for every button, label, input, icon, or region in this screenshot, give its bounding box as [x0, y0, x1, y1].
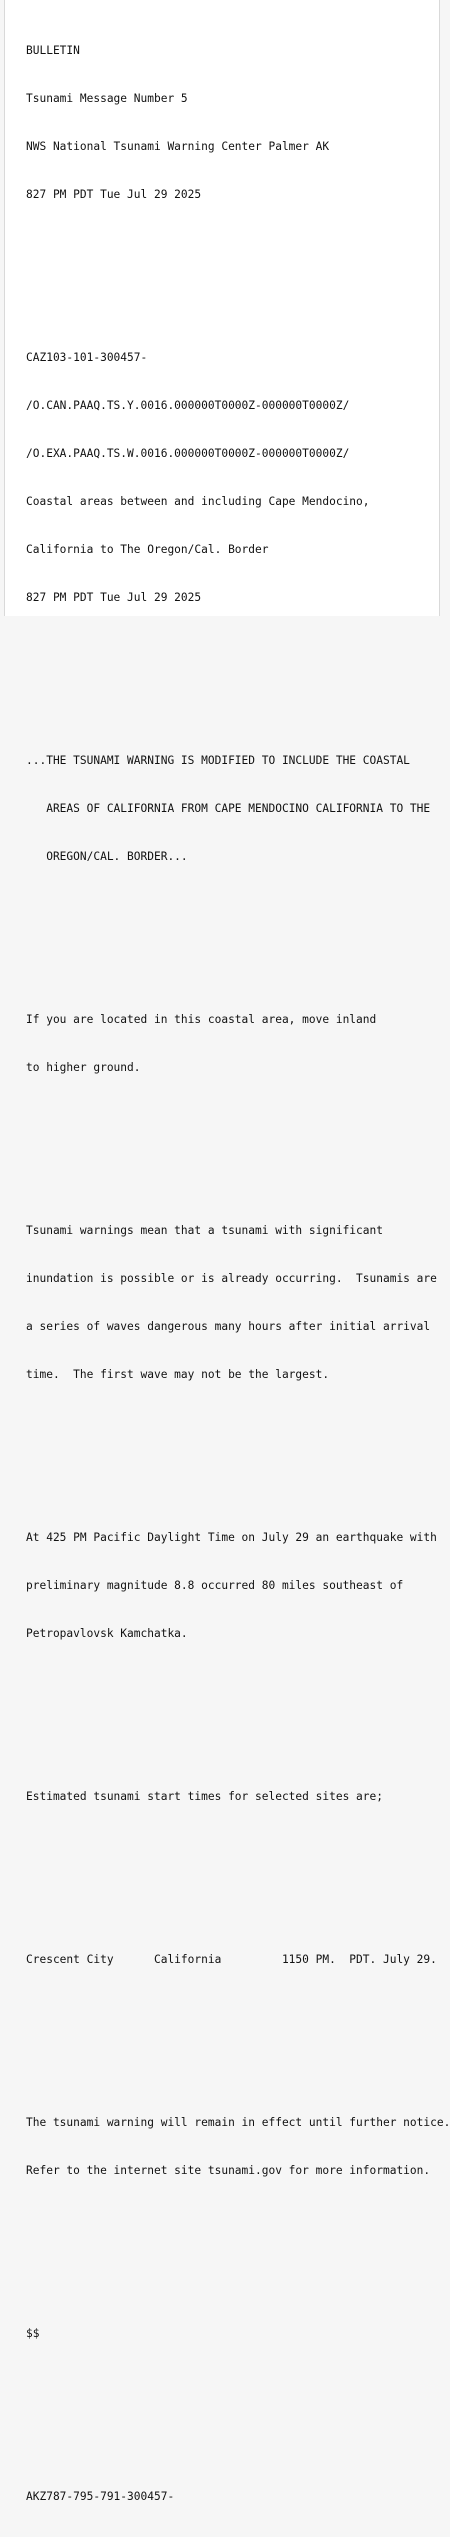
spacer — [26, 1901, 436, 1904]
bulletin-text — [26, 11, 450, 2537]
message-number: Tsunami Message Number 5 — [26, 92, 188, 105]
area-description: Coastal areas between and including Cape Mendocino, — [26, 495, 370, 508]
spacer — [26, 251, 436, 267]
warning-info-paragraph: time. The first wave may not be the largest. — [26, 1368, 330, 1381]
zone-code: CAZ103-101-300457- — [26, 351, 148, 364]
headline: ...THE TSUNAMI WARNING IS MODIFIED TO INCLUDE THE COASTAL — [26, 754, 410, 767]
bulletin-title: BULLETIN — [26, 44, 80, 57]
earthquake-paragraph: At 425 PM Pacific Daylight Time on July 29 an earthquake with — [26, 1531, 437, 1544]
effect-paragraph: The tsunami warning will remain in effect until further notice. — [26, 2116, 450, 2129]
spacer — [26, 299, 436, 302]
spacer — [26, 1738, 436, 1741]
spacer — [26, 1172, 436, 1175]
spacer — [26, 2064, 436, 2067]
end-marker: $$ — [26, 2327, 40, 2340]
area-description: California to The Oregon/Cal. Border — [26, 543, 269, 556]
spacer — [26, 1431, 436, 1447]
spacer — [26, 2016, 436, 2032]
spacer — [26, 1690, 436, 1706]
start-times-intro: Estimated tsunami start times for selected sites are; — [26, 1790, 383, 1803]
spacer — [26, 961, 436, 964]
start-time-row: Crescent City California 1150 PM. PDT. July 29. — [26, 1953, 437, 1966]
spacer — [26, 1124, 436, 1140]
spacer — [26, 1479, 436, 1482]
vtec-line-cancel: /O.CAN.PAAQ.TS.Y.0016.000000T0000Z-000000T0000Z/ — [26, 399, 350, 412]
spacer — [26, 1853, 436, 1869]
effect-paragraph: Refer to the internet site tsunami.gov for more information. — [26, 2164, 431, 2177]
spacer — [26, 913, 436, 929]
issuing-office: NWS National Tsunami Warning Center Palmer AK — [26, 140, 330, 153]
spacer — [26, 2438, 436, 2441]
spacer — [26, 2227, 436, 2243]
headline: OREGON/CAL. BORDER... — [26, 850, 188, 863]
vtec-line-expand: /O.EXA.PAAQ.TS.W.0016.000000T0000Z-000000T0000Z/ — [26, 447, 350, 460]
issue-time: 827 PM PDT Tue Jul 29 2025 — [26, 188, 202, 201]
warning-info-paragraph: inundation is possible or is already occurring. Tsunamis are — [26, 1272, 437, 1285]
action-paragraph: If you are located in this coastal area, move inland — [26, 1013, 377, 1026]
spacer — [26, 2275, 436, 2278]
earthquake-paragraph: preliminary magnitude 8.8 occurred 80 miles southeast of — [26, 1579, 404, 1592]
document-viewer — [4, 0, 450, 2503]
spacer — [26, 702, 436, 705]
warning-info-paragraph: a series of waves dangerous many hours after initial arrival — [26, 1320, 431, 1333]
next-zone-code: AKZ787-795-791-300457- — [26, 2490, 175, 2503]
headline: AREAS OF CALIFORNIA FROM CAPE MENDOCINO CALIFORNIA TO THE — [26, 802, 431, 815]
earthquake-paragraph: Petropavlovsk Kamchatka. — [26, 1627, 188, 1640]
spacer — [26, 654, 436, 670]
zone-issue-time: 827 PM PDT Tue Jul 29 2025 — [26, 591, 202, 604]
warning-info-paragraph: Tsunami warnings mean that a tsunami with significant — [26, 1224, 383, 1237]
spacer — [26, 2390, 436, 2406]
action-paragraph: to higher ground. — [26, 1061, 141, 1074]
